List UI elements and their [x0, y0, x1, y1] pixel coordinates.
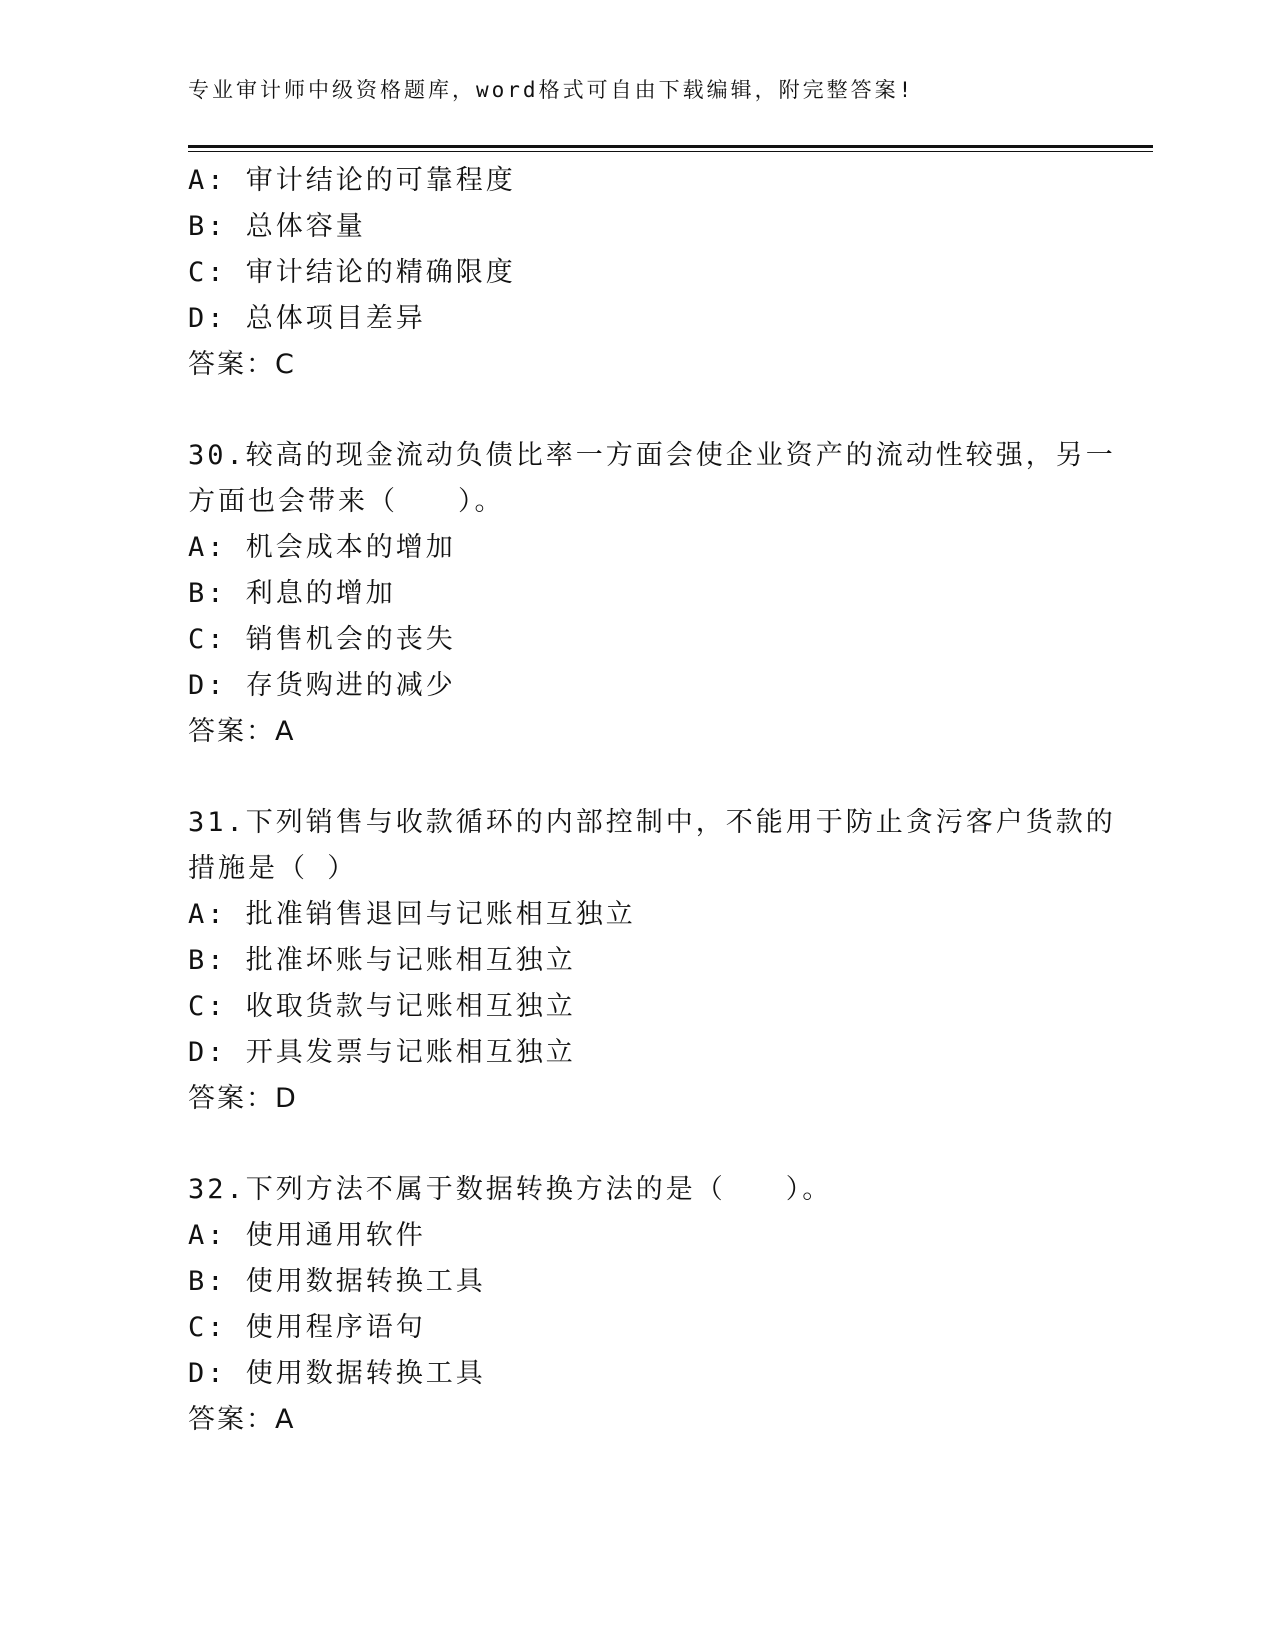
- prev-question-block: [188, 158, 1108, 388]
- question-stem: 30.较高的现金流动负债比率一方面会使企业资产的流动性较强，另一: [188, 440, 1116, 471]
- spacer: [188, 755, 1108, 800]
- answer-line: 答案：A: [188, 716, 296, 747]
- question-content: [188, 158, 1116, 1443]
- option-d: D: 存货购进的减少: [188, 670, 456, 701]
- question-stem: 32.下列方法不属于数据转换方法的是（ ）。: [188, 1174, 833, 1205]
- option-a: A: 机会成本的增加: [188, 532, 456, 563]
- option-c: C: 销售机会的丧失: [188, 624, 456, 655]
- option-b: B: 使用数据转换工具: [188, 1266, 486, 1297]
- option-c: C: 使用程序语句: [188, 1312, 426, 1343]
- question-31-block: [188, 800, 1116, 1122]
- header-rule-thick: [188, 145, 1153, 148]
- spacer: [188, 388, 1108, 433]
- question-32-block: [188, 1167, 1108, 1443]
- option-b: B: 总体容量: [188, 211, 366, 242]
- question-30-block: [188, 433, 1116, 755]
- answer-line: 答案：D: [188, 1083, 298, 1114]
- answer-line: 答案：C: [188, 349, 296, 380]
- option-d: D: 开具发票与记账相互独立: [188, 1037, 576, 1068]
- option-b: B: 批准坏账与记账相互独立: [188, 945, 576, 976]
- option-d: D: 使用数据转换工具: [188, 1358, 486, 1389]
- option-a: A: 使用通用软件: [188, 1220, 426, 1251]
- question-stem-continued: 方面也会带来（ ）。: [188, 486, 505, 517]
- question-stem: 31.下列销售与收款循环的内部控制中，不能用于防止贪污客户货款的: [188, 807, 1116, 838]
- question-stem-continued: 措施是（ ）: [188, 853, 358, 884]
- option-a: A: 审计结论的可靠程度: [188, 165, 516, 196]
- option-b: B: 利息的增加: [188, 578, 396, 609]
- answer-line: 答案：A: [188, 1404, 296, 1435]
- option-a: A: 批准销售退回与记账相互独立: [188, 899, 636, 930]
- header-rule-thin: [188, 151, 1153, 152]
- option-c: C: 收取货款与记账相互独立: [188, 991, 576, 1022]
- option-c: C: 审计结论的精确限度: [188, 257, 516, 288]
- spacer: [188, 1122, 1108, 1167]
- page-header: 专业审计师中级资格题库，word格式可自由下载编辑，附完整答案!: [188, 78, 915, 102]
- option-d: D: 总体项目差异: [188, 303, 426, 334]
